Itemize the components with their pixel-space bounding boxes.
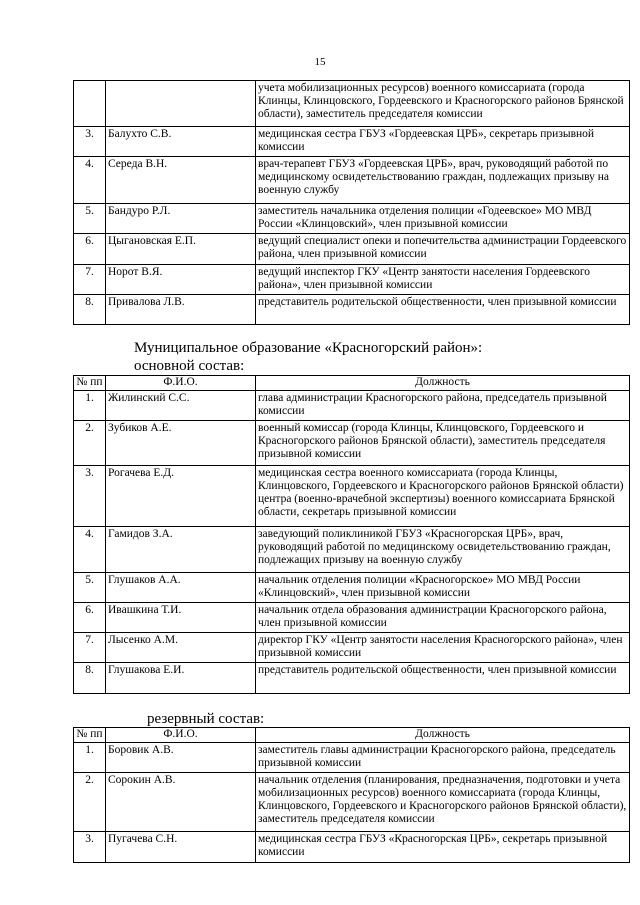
member-name: Глушаков А.А. xyxy=(106,573,256,603)
row-number: 3. xyxy=(74,127,106,157)
member-name: Жилинский С.С. xyxy=(106,391,256,421)
reserve-composition-table xyxy=(73,727,630,863)
member-name: Лысенко А.М. xyxy=(106,633,256,663)
table-row xyxy=(74,204,630,234)
member-name: Боровик А.В. xyxy=(106,743,256,773)
table-row xyxy=(74,527,630,573)
member-position: заместитель начальника отделения полиции «Годеевское» МО МВД России «Клинцовский», член призывной комиссии xyxy=(256,204,630,234)
table-row xyxy=(74,633,630,663)
member-name: Середа В.Н. xyxy=(106,157,256,204)
main-composition-table xyxy=(73,375,630,694)
member-position: медицинская сестра ГБУЗ «Красногорская ЦРБ», секретарь призывной комиссии xyxy=(256,832,630,863)
header-num: № пп xyxy=(74,728,106,743)
member-position: заместитель главы администрации Красногорского района, председатель призывной комиссии xyxy=(256,743,630,773)
row-number: 6. xyxy=(74,603,106,633)
member-name: Зубиков А.Е. xyxy=(106,421,256,466)
table-row xyxy=(74,421,630,466)
member-name: Балухто С.В. xyxy=(106,127,256,157)
member-name: Ивашкина Т.И. xyxy=(106,603,256,633)
table-row xyxy=(74,127,630,157)
member-position: представитель родительской общественности, член призывной комиссии xyxy=(256,663,630,694)
header-num: № пп xyxy=(74,376,106,391)
header-position: Должность xyxy=(256,376,630,391)
member-name: Цыгановская Е.П. xyxy=(106,234,256,265)
member-position: начальник отдела образования администрации Красногорского района, член призывной комиссии xyxy=(256,603,630,633)
row-number xyxy=(74,81,106,127)
row-number: 8. xyxy=(74,663,106,694)
member-name xyxy=(106,81,256,127)
table-row xyxy=(74,265,630,295)
member-position: медицинская сестра военного комиссариата (города Клинцы, Клинцовского, Гордеевского и Красногорского районов Брянской области) центра (военно-врачебной экспертизы) военного комиссариата Брянской области, секретарь призывной комиссии xyxy=(256,466,630,527)
table-row xyxy=(74,573,630,603)
row-number: 5. xyxy=(74,573,106,603)
member-name: Пугачева С.Н. xyxy=(106,832,256,863)
row-number: 8. xyxy=(74,295,106,325)
continuation-table xyxy=(73,80,630,325)
member-name: Гамидов З.А. xyxy=(106,527,256,573)
table-row xyxy=(74,234,630,265)
member-position: ведущий специалист опеки и попечительства администрации Гордеевского района, член призывной комиссии xyxy=(256,234,630,265)
table-row xyxy=(74,466,630,527)
main-composition-heading: основной состав: xyxy=(134,358,245,374)
member-name: Глушакова Е.И. xyxy=(106,663,256,694)
header-name: Ф.И.О. xyxy=(106,376,256,391)
member-name: Норот В.Я. xyxy=(106,265,256,295)
row-number: 3. xyxy=(74,466,106,527)
row-number: 7. xyxy=(74,265,106,295)
row-number: 1. xyxy=(74,743,106,773)
row-number: 2. xyxy=(74,773,106,832)
member-position: глава администрации Красногорского района, председатель призывной комиссии xyxy=(256,391,630,421)
member-position: представитель родительской общественности, член призывной комиссии xyxy=(256,295,630,325)
table-row xyxy=(74,295,630,325)
row-number: 2. xyxy=(74,421,106,466)
table-row xyxy=(74,391,630,421)
member-position: начальник отделения (планирования, предназначения, подготовки и учета мобилизационных ресурсов) военного комиссариата (города Клинцы, Клинцовского, Гордеевского и Красногорского районов Брянской области), заместитель председателя комиссии xyxy=(256,773,630,832)
row-number: 4. xyxy=(74,157,106,204)
table-row xyxy=(74,81,630,127)
row-number: 1. xyxy=(74,391,106,421)
table-row xyxy=(74,743,630,773)
member-name: Привалова Л.В. xyxy=(106,295,256,325)
member-position: директор ГКУ «Центр занятости населения Красногорского района», член призывной комиссии xyxy=(256,633,630,663)
member-position: учета мобилизационных ресурсов) военного комиссариата (города Клинцы, Клинцовского, Гордеевского и Красногорского районов Брянской области), заместитель председателя комиссии xyxy=(256,81,630,127)
row-number: 5. xyxy=(74,204,106,234)
member-name: Сорокин А.В. xyxy=(106,773,256,832)
member-position: ведущий инспектор ГКУ «Центр занятости населения Гордеевского района», член призывной комиссии xyxy=(256,265,630,295)
row-number: 6. xyxy=(74,234,106,265)
member-name: Бандуро Р.Л. xyxy=(106,204,256,234)
member-position: врач-терапевт ГБУЗ «Гордеевская ЦРБ», врач, руководящий работой по медицинскому освидетельствованию граждан, подлежащих призыву на военную службу xyxy=(256,157,630,204)
member-position: начальник отделения полиции «Красногорское» МО МВД России «Клинцовский», член призывной комиссии xyxy=(256,573,630,603)
section-municipality-heading: Муниципальное образование «Красногорский район»: xyxy=(134,340,483,356)
table-header-row xyxy=(74,728,630,743)
table-row xyxy=(74,663,630,694)
table-row xyxy=(74,157,630,204)
table-row xyxy=(74,773,630,832)
table-row xyxy=(74,832,630,863)
table-row xyxy=(74,603,630,633)
member-position: заведующий поликлиникой ГБУЗ «Красногорская ЦРБ», врач, руководящий работой по медицинскому освидетельствованию граждан, подлежащих призыву на военную службу xyxy=(256,527,630,573)
member-position: военный комиссар (города Клинцы, Клинцовского, Гордеевского и Красногорского районов Брянской области), заместитель председателя призывной комиссии xyxy=(256,421,630,466)
table-header-row xyxy=(74,376,630,391)
row-number: 4. xyxy=(74,527,106,573)
reserve-composition-heading: резервный состав: xyxy=(147,711,265,727)
header-position: Должность xyxy=(256,728,630,743)
member-name: Рогачева Е.Д. xyxy=(106,466,256,527)
header-name: Ф.И.О. xyxy=(106,728,256,743)
row-number: 7. xyxy=(74,633,106,663)
row-number: 3. xyxy=(74,832,106,863)
page-number: 15 xyxy=(314,56,326,68)
member-position: медицинская сестра ГБУЗ «Гордеевская ЦРБ», секретарь призывной комиссии xyxy=(256,127,630,157)
